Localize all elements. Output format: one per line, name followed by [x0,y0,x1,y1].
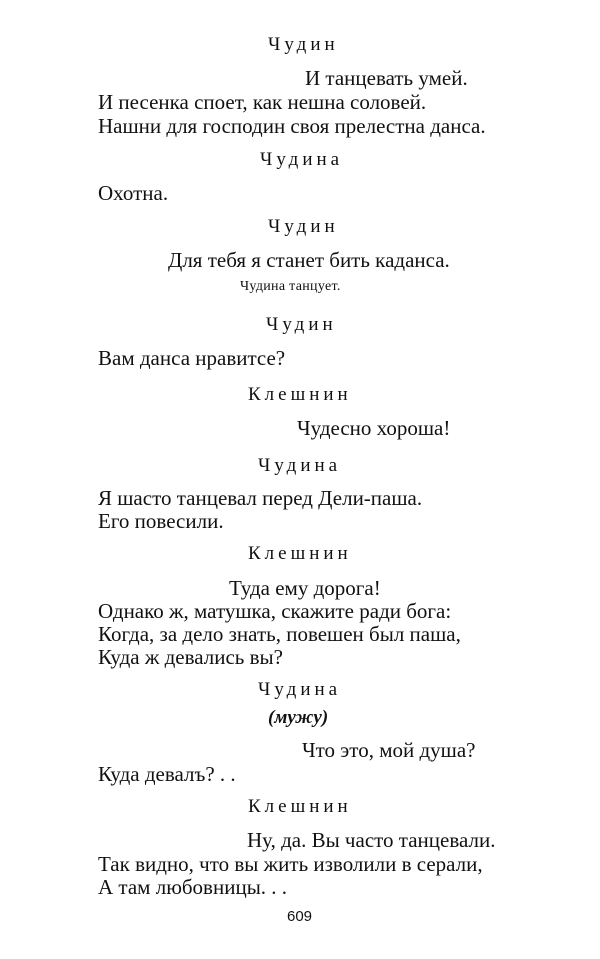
verse-line: Для тебя я станет бить каданса. [168,248,450,272]
verse-line: Нашни для господин своя прелестна данса. [98,114,486,138]
speaker-name: Клешнин [248,384,352,405]
verse-line: Ну, да. Вы часто танцевали. [247,828,496,852]
verse-line: Туда ему дорога! [229,576,381,600]
verse-line: Что это, мой душа? [302,738,476,762]
verse-line: И песенка споет, как нешна соловей. [98,90,427,114]
aside-direction: (мужу) [268,707,329,728]
verse-line: Когда, за дело знать, повешен был паша, [98,622,461,646]
verse-line: Так видно, что вы жить изволили в серали, [98,852,483,876]
verse-line: Охотна. [98,181,169,205]
speaker-name: Чудин [268,216,339,237]
verse-line: Однако ж, матушка, скажите ради бога: [98,599,452,623]
verse-line: Его повесили. [98,509,224,533]
verse-line: А там любовницы. . . [98,875,288,899]
verse-line: Куда девалъ? . . [98,762,236,786]
speaker-name: Клешнин [248,796,352,817]
verse-line: Я шасто танцевал перед Дели-паша. [98,486,423,510]
verse-line: Чудесно хороша! [297,416,451,440]
speaker-name: Клешнин [248,543,352,564]
speaker-name: Чудина [260,149,344,170]
verse-line: Вам данса нравитсе? [98,346,286,370]
speaker-name: Чудина [258,455,342,476]
speaker-name: Чудина [258,679,342,700]
page-number: 609 [287,908,313,925]
verse-line: Куда ж девались вы? [98,645,283,669]
verse-line: И танцевать умей. [305,66,468,90]
speaker-name: Чудин [268,34,339,55]
speaker-name: Чудин [266,314,337,335]
stage-direction: Чудина танцует. [240,279,341,294]
